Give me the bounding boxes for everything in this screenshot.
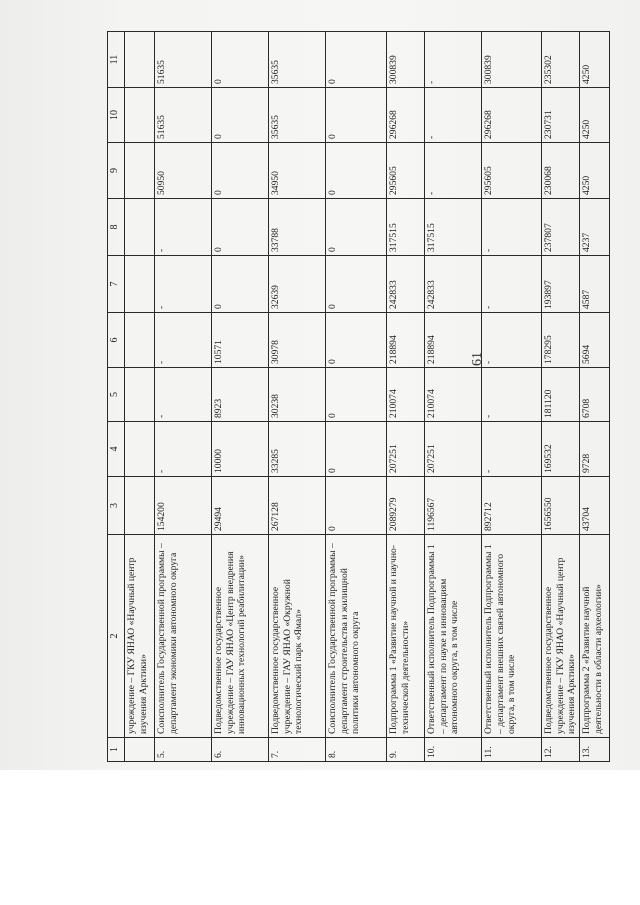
value-cell: 0	[326, 256, 387, 313]
value-cell: -	[155, 368, 212, 422]
value-cell	[125, 256, 155, 313]
value-cell	[125, 199, 155, 256]
value-cell: 0	[326, 88, 387, 143]
value-cell: 4250	[580, 143, 610, 199]
value-cell: -	[155, 256, 212, 313]
value-cell: 4250	[580, 88, 610, 143]
value-cell: 4237	[580, 199, 610, 256]
value-cell: 218894	[425, 313, 482, 368]
value-cell: 230068	[542, 143, 580, 199]
value-cell: 0	[326, 32, 387, 88]
value-cell: 2089279	[387, 477, 425, 535]
row-index-cell: 12.	[542, 738, 580, 762]
row-name-cell: Соисполнитель Государственной программы – департамент строительства и жилищной политики автономного округа	[326, 535, 387, 738]
table-header-row	[108, 32, 125, 762]
value-cell: -	[155, 199, 212, 256]
value-cell: 0	[326, 313, 387, 368]
row-index-cell: 6.	[212, 738, 269, 762]
value-cell: 235302	[542, 32, 580, 88]
rotated-table-wrapper	[107, 32, 604, 762]
table-row	[425, 32, 482, 762]
table-row	[326, 32, 387, 762]
value-cell: -	[425, 32, 482, 88]
header-cell: 6	[108, 313, 125, 368]
table-row	[269, 32, 326, 762]
value-cell: 267128	[269, 477, 326, 535]
header-cell: 8	[108, 199, 125, 256]
value-cell: 892712	[482, 477, 542, 535]
budget-table	[107, 31, 610, 762]
value-cell: 0	[326, 143, 387, 199]
value-cell: 0	[326, 199, 387, 256]
value-cell: 300839	[387, 32, 425, 88]
header-cell: 9	[108, 143, 125, 199]
value-cell: 29494	[212, 477, 269, 535]
value-cell: 300839	[482, 32, 542, 88]
value-cell: 9728	[580, 422, 610, 477]
value-cell: 0	[326, 477, 387, 535]
value-cell: 43704	[580, 477, 610, 535]
value-cell: 33285	[269, 422, 326, 477]
header-cell: 4	[108, 422, 125, 477]
value-cell: 207251	[425, 422, 482, 477]
value-cell: -	[425, 143, 482, 199]
value-cell: 237807	[542, 199, 580, 256]
value-cell: 0	[326, 368, 387, 422]
table-row	[155, 32, 212, 762]
row-name-cell: Ответственный исполнитель Подпрограммы 1 – департамент внешних связей автономного округа, в том числе	[482, 535, 542, 738]
value-cell: 296268	[482, 88, 542, 143]
value-cell: 0	[212, 88, 269, 143]
row-index-cell: 11.	[482, 738, 542, 762]
row-name-cell: Подведомственное государственное учреждение – ГАУ ЯНАО «Окружной технологический парк «Ямал»	[269, 535, 326, 738]
value-cell: 295605	[482, 143, 542, 199]
row-index-cell: 10.	[425, 738, 482, 762]
page-number: 61	[470, 352, 485, 366]
table-row	[212, 32, 269, 762]
row-name-cell: Соисполнитель Государственной программы – департамент экономики автономного округа	[155, 535, 212, 738]
value-cell: 4250	[580, 32, 610, 88]
value-cell: 230731	[542, 88, 580, 143]
value-cell: -	[425, 88, 482, 143]
value-cell: 30238	[269, 368, 326, 422]
row-index-cell: 5.	[155, 738, 212, 762]
value-cell	[125, 422, 155, 477]
header-cell: 5	[108, 368, 125, 422]
value-cell	[125, 32, 155, 88]
value-cell	[125, 368, 155, 422]
value-cell: -	[155, 422, 212, 477]
table-row	[542, 32, 580, 762]
value-cell: 242833	[387, 256, 425, 313]
value-cell: 10000	[212, 422, 269, 477]
header-cell: 7	[108, 256, 125, 313]
value-cell: 295605	[387, 143, 425, 199]
value-cell: 0	[212, 256, 269, 313]
value-cell: 317515	[387, 199, 425, 256]
value-cell: 193897	[542, 256, 580, 313]
value-cell: 207251	[387, 422, 425, 477]
row-name-cell: учреждение – ГКУ ЯНАО «Научный центр изучения Арктики»	[125, 535, 155, 738]
value-cell: 32639	[269, 256, 326, 313]
table-row	[125, 32, 155, 762]
value-cell	[125, 88, 155, 143]
value-cell: 51635	[155, 32, 212, 88]
row-name-cell: Подведомственное государственное учреждение – ГАУ ЯНАО «Центр внедрения инновационных технологий реабилитации»	[212, 535, 269, 738]
value-cell: 6708	[580, 368, 610, 422]
value-cell: -	[482, 368, 542, 422]
row-index-cell: 13.	[580, 738, 610, 762]
value-cell	[125, 143, 155, 199]
value-cell: 317515	[425, 199, 482, 256]
value-cell: 0	[212, 199, 269, 256]
value-cell: 10571	[212, 313, 269, 368]
value-cell: 5694	[580, 313, 610, 368]
value-cell: 169532	[542, 422, 580, 477]
value-cell: 1196567	[425, 477, 482, 535]
header-cell: 11	[108, 32, 125, 88]
row-index-cell: 9.	[387, 738, 425, 762]
value-cell: -	[155, 313, 212, 368]
value-cell: 30978	[269, 313, 326, 368]
value-cell: 0	[212, 32, 269, 88]
value-cell: 242833	[425, 256, 482, 313]
table-row	[482, 32, 542, 762]
value-cell: 51635	[155, 88, 212, 143]
row-index-cell: 8.	[326, 738, 387, 762]
table-row	[580, 32, 610, 762]
value-cell: -	[482, 199, 542, 256]
value-cell: 181120	[542, 368, 580, 422]
row-name-cell: Подпрограмма 2 «Развитие научной деятельности в области археологии»	[580, 535, 610, 738]
value-cell: 50950	[155, 143, 212, 199]
value-cell: 34950	[269, 143, 326, 199]
value-cell: 35635	[269, 32, 326, 88]
value-cell: 0	[326, 422, 387, 477]
value-cell: 154200	[155, 477, 212, 535]
value-cell: -	[482, 256, 542, 313]
row-name-cell: Подпрограмма 1 «Развитие научной и научно-технической деятельности»	[387, 535, 425, 738]
row-index-cell	[125, 738, 155, 762]
header-cell: 3	[108, 477, 125, 535]
value-cell: -	[482, 313, 542, 368]
header-cell: 10	[108, 88, 125, 143]
value-cell	[125, 477, 155, 535]
row-index-cell: 7.	[269, 738, 326, 762]
table-row	[387, 32, 425, 762]
value-cell: 218894	[387, 313, 425, 368]
page-bottom-margin	[0, 770, 640, 905]
value-cell: 210074	[425, 368, 482, 422]
row-name-cell: Ответственный исполнитель Подпрограммы 1 – департамент по науке и инновациям автономного округа, в том числе	[425, 535, 482, 738]
header-cell: 2	[108, 535, 125, 738]
row-name-cell: Подведомственное государственное учреждение – ГКУ ЯНАО «Научный центр изучения Арктики»	[542, 535, 580, 738]
value-cell: -	[482, 422, 542, 477]
value-cell: 1656550	[542, 477, 580, 535]
value-cell: 210074	[387, 368, 425, 422]
value-cell: 4587	[580, 256, 610, 313]
value-cell	[125, 313, 155, 368]
value-cell: 0	[212, 143, 269, 199]
value-cell: 296268	[387, 88, 425, 143]
value-cell: 33788	[269, 199, 326, 256]
value-cell: 35635	[269, 88, 326, 143]
value-cell: 178295	[542, 313, 580, 368]
header-cell: 1	[108, 738, 125, 762]
value-cell: 8923	[212, 368, 269, 422]
